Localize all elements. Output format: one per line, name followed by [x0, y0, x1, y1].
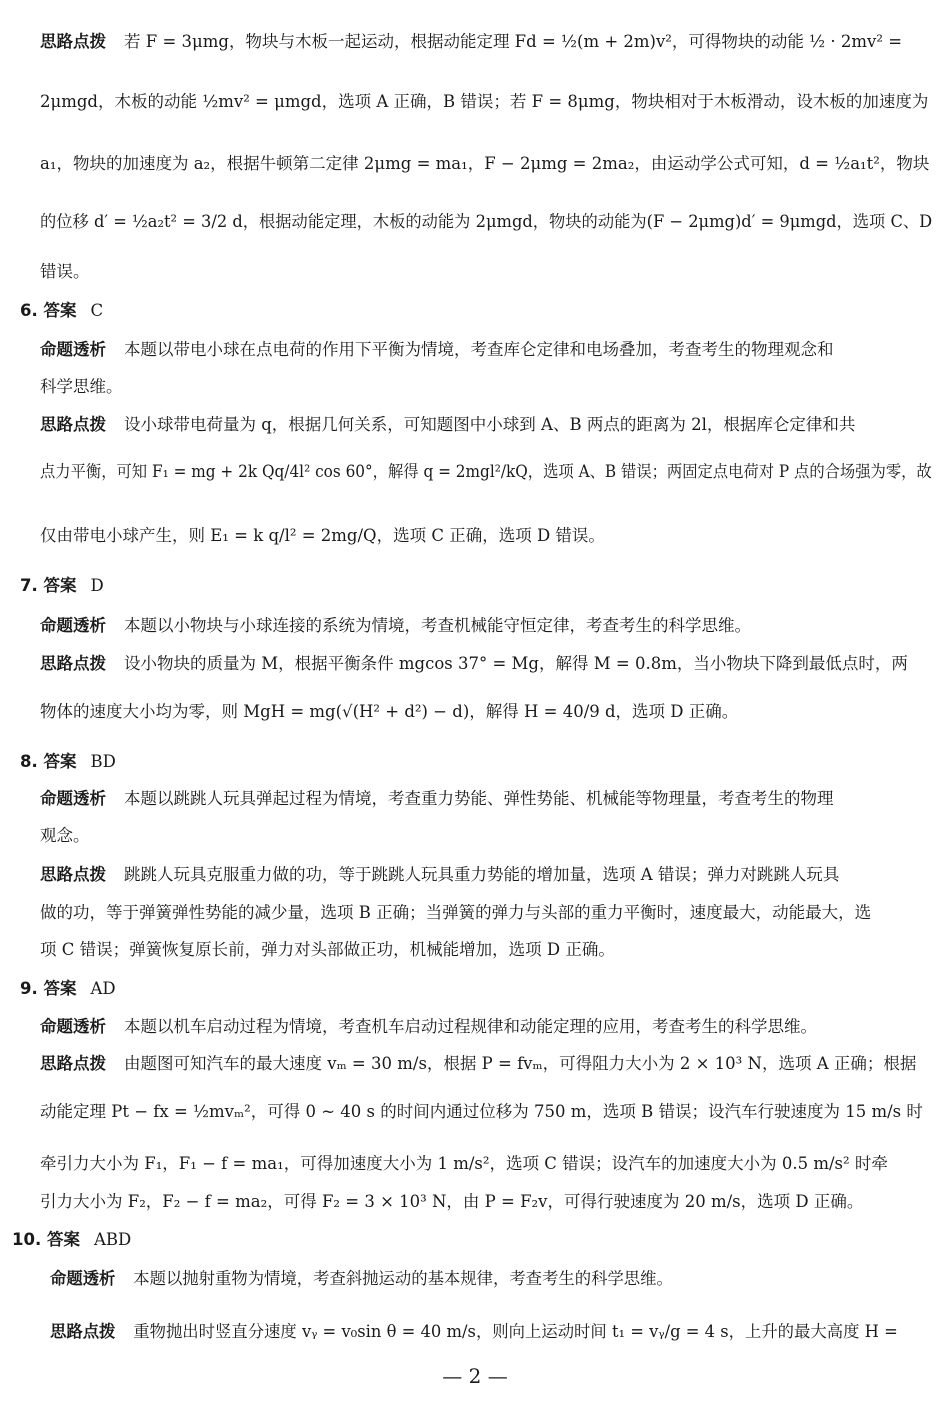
paragraph-line-labeled [40, 861, 930, 889]
paragraph-line [40, 822, 930, 850]
line-text: 2μmgd，木板的动能 ½mv² = μmgd，选项 A 正确，B 错误；若 F = 8μmg，物块相对于木板滑动，设木板的加速度为 [40, 92, 929, 111]
question-number: 10. 答案 [12, 1230, 80, 1249]
line-text: 本题以小物块与小球连接的系统为情境，考查机械能守恒定律，考查考生的科学思维。 [124, 616, 751, 635]
line-text: 观念。 [40, 826, 90, 845]
page-number: — 2 — [442, 1364, 508, 1388]
line-text: 跳跳人玩具克服重力做的功，等于跳跳人玩具重力势能的增加量，选项 A 错误；弹力对跳跳人玩具 [124, 865, 840, 884]
line-text: a₁，物块的加速度为 a₂，根据牛顿第二定律 2μmg = ma₁，F − 2μmg = 2ma₂，由运动学公式可知，d = ½a₁t²，物块 [40, 154, 930, 173]
line-text: 仅由带电小球产生，则 E₁ = k q/l² = 2mg/Q，选项 C 正确，选项 D 错误。 [40, 526, 605, 545]
paragraph-line-labeled [40, 785, 930, 813]
question-number: 8. 答案 [20, 752, 77, 771]
paragraph-line [40, 88, 930, 116]
paragraph-line [40, 1188, 930, 1216]
paragraph-line [40, 150, 930, 178]
line-text: 若 F = 3μmg，物块与木板一起运动，根据动能定理 Fd = ½(m + 2m)v²，可得物块的动能 ½ · 2mv² = [124, 32, 903, 51]
paragraph-line [40, 522, 930, 550]
answer-choice: BD [90, 752, 116, 771]
answer-choice: ABD [93, 1230, 132, 1249]
question-number: 7. 答案 [20, 576, 77, 595]
line-text: 做的功，等于弹簧弹性势能的减少量，选项 B 正确；当弹簧的弹力与头部的重力平衡时，速度最大，动能最大，选 [40, 903, 872, 922]
section-label: 思路点拨 [40, 865, 106, 884]
answer-heading [12, 1226, 902, 1254]
section-label: 命题透析 [40, 1017, 106, 1036]
question-number: 9. 答案 [20, 979, 77, 998]
paragraph-line-labeled [40, 650, 930, 678]
paragraph-line [40, 373, 930, 401]
line-text: 点力平衡，可知 F₁ = mg + 2k Qq/4l² cos 60°，解得 q = 2mgl²/kQ，选项 A、B 错误；两固定点电荷对 P 点的合场强为零，故 [40, 462, 932, 481]
section-label: 命题透析 [40, 789, 106, 808]
section-label: 命题透析 [40, 340, 106, 359]
paragraph-line [40, 458, 932, 486]
line-text: 本题以跳跳人玩具弹起过程为情境，考查重力势能、弹性势能、机械能等物理量，考查考生的物理 [124, 789, 834, 808]
paragraph-line [40, 258, 930, 286]
line-text: 项 C 错误；弹簧恢复原长前，弹力对头部做正功，机械能增加，选项 D 正确。 [40, 940, 615, 959]
section-label: 思路点拨 [40, 415, 106, 434]
section-label: 命题透析 [50, 1269, 116, 1288]
line-text: 科学思维。 [40, 377, 123, 396]
paragraph-line-labeled [50, 1318, 932, 1346]
section-label: 命题透析 [40, 616, 106, 635]
paragraph-line [40, 208, 933, 236]
answer-heading [20, 297, 910, 325]
line-text: 牵引力大小为 F₁，F₁ − f = ma₁，可得加速度大小为 1 m/s²，选项 C 错误；设汽车的加速度大小为 0.5 m/s² 时牵 [40, 1154, 888, 1173]
line-text: 的位移 d′ = ½a₂t² = 3/2 d，根据动能定理，木板的动能为 2μmgd，物块的动能为(F − 2μmg)d′ = 9μmgd，选项 C、D [40, 212, 933, 231]
paragraph-line [40, 698, 930, 726]
line-text: 本题以机车启动过程为情境，考查机车启动过程规律和动能定理的应用，考查考生的科学思维。 [124, 1017, 817, 1036]
answer-heading [20, 748, 910, 776]
answer-heading [20, 572, 910, 600]
section-label: 思路点拨 [50, 1322, 116, 1341]
paragraph-line-labeled [40, 336, 930, 364]
paragraph-line-labeled [40, 1050, 930, 1078]
paragraph-line [40, 899, 930, 927]
paragraph-line [40, 1098, 930, 1126]
section-label: 思路点拨 [40, 1054, 106, 1073]
line-text: 引力大小为 F₂，F₂ − f = ma₂，可得 F₂ = 3 × 10³ N，由 P = F₂v，可得行驶速度为 20 m/s，选项 D 正确。 [40, 1192, 864, 1211]
line-text: 本题以抛射重物为情境，考查斜抛运动的基本规律，考查考生的科学思维。 [133, 1269, 673, 1288]
line-text: 设小物块的质量为 M，根据平衡条件 mgcos 37° = Mg，解得 M = 0.8m，当小物块下降到最低点时，两 [124, 654, 908, 673]
line-text: 错误。 [40, 262, 90, 281]
line-text: 动能定理 Pt − fx = ½mvₘ²，可得 0 ~ 40 s 的时间内通过位移为 750 m，选项 B 错误；设汽车行驶速度为 15 m/s 时 [40, 1102, 923, 1121]
section-label: 思路点拨 [40, 32, 106, 51]
answer-choice: C [90, 301, 104, 320]
paragraph-line [40, 1150, 930, 1178]
answer-choice: AD [90, 979, 116, 998]
answer-choice: D [90, 576, 104, 595]
line-text: 设小球带电荷量为 q，根据几何关系，可知题图中小球到 A、B 两点的距离为 2l，根据库仑定律和共 [124, 415, 856, 434]
line-text: 重物抛出时竖直分速度 vᵧ = v₀sin θ = 40 m/s，则向上运动时间 t₁ = vᵧ/g = 4 s，上升的最大高度 H = [133, 1322, 898, 1341]
paragraph-line-labeled [40, 28, 930, 56]
paragraph-line-labeled [50, 1265, 932, 1293]
paragraph-line-labeled [40, 1013, 930, 1041]
paragraph-line-labeled [40, 411, 930, 439]
line-text: 物体的速度大小均为零，则 MgH = mg(√(H² + d²) − d)，解得 H = 40/9 d，选项 D 正确。 [40, 702, 739, 721]
paragraph-line [40, 936, 930, 964]
line-text: 由题图可知汽车的最大速度 vₘ = 30 m/s，根据 P = fvₘ，可得阻力大小为 2 × 10³ N，选项 A 正确；根据 [124, 1054, 917, 1073]
question-number: 6. 答案 [20, 301, 77, 320]
answer-heading [20, 975, 910, 1003]
line-text: 本题以带电小球在点电荷的作用下平衡为情境，考查库仑定律和电场叠加，考查考生的物理观念和 [124, 340, 834, 359]
section-label: 思路点拨 [40, 654, 106, 673]
paragraph-line-labeled [40, 612, 930, 640]
